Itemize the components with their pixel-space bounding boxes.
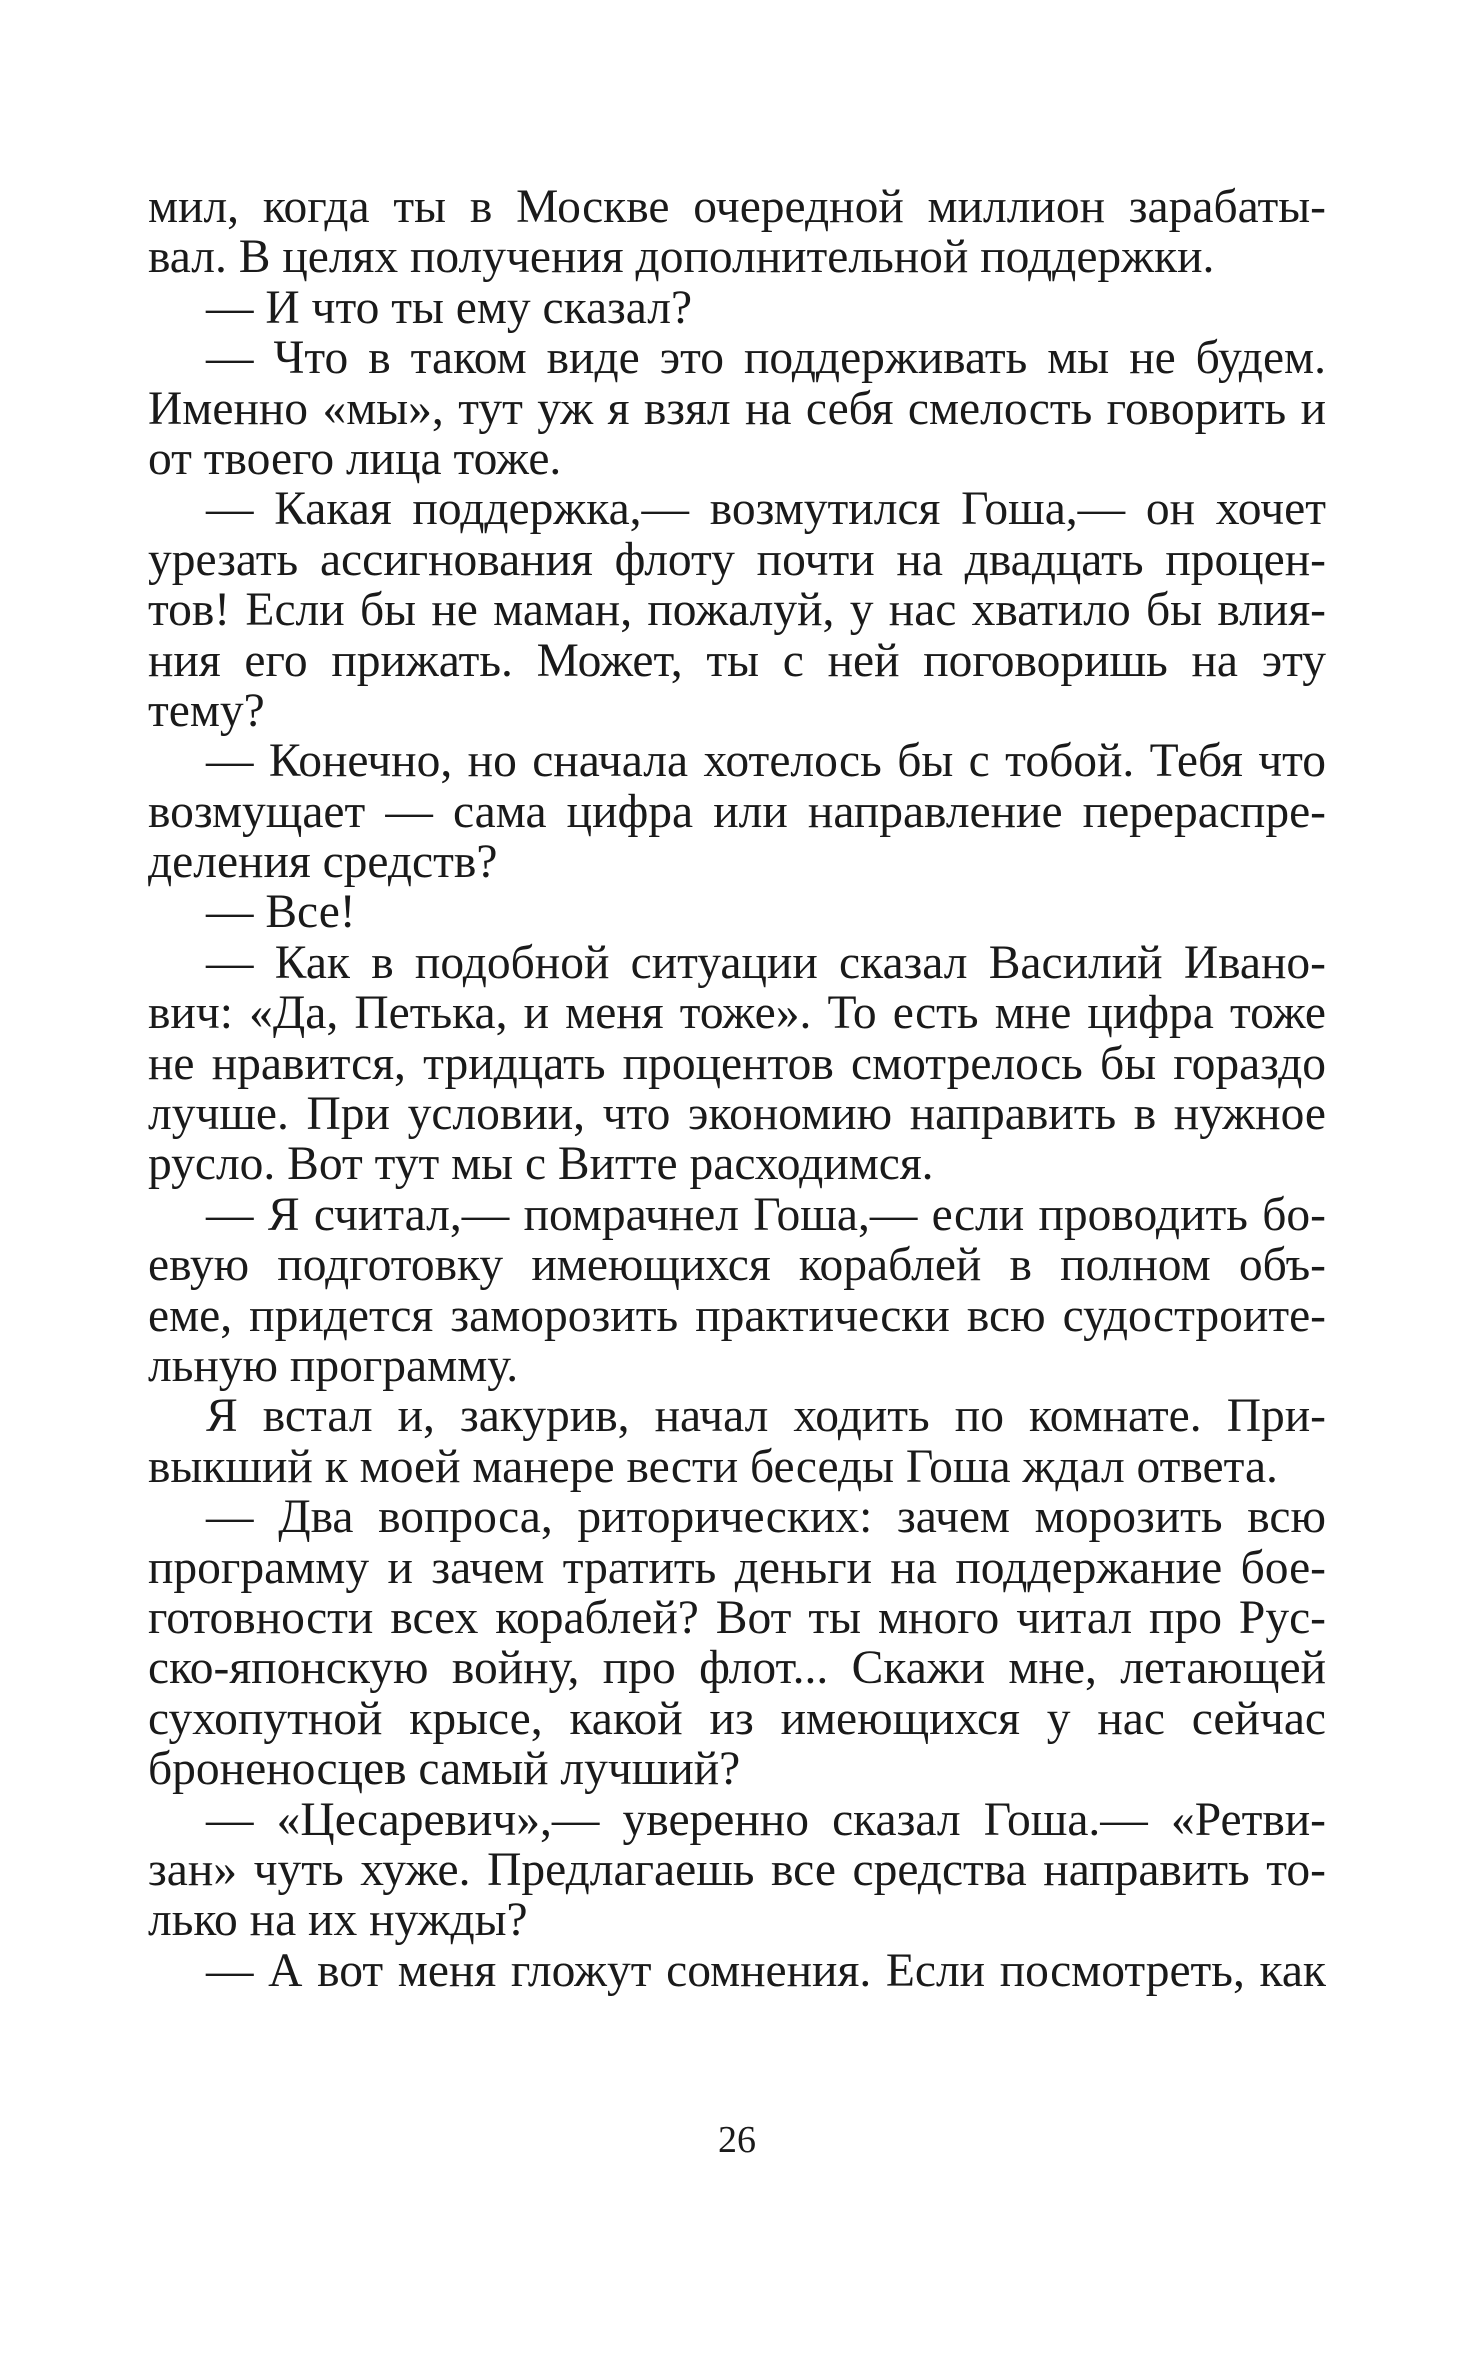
text-line: броненосцев самый лучший?: [148, 1743, 741, 1796]
text-line: урезать ассигнования флоту почти на двадцать процен-: [148, 533, 1326, 586]
text-line: сухопутной крысе, какой из имеющихся у нас сейчас: [148, 1692, 1326, 1745]
text-line: — Все!: [206, 886, 356, 939]
text-line: зан» чуть хуже. Предлагаешь все средства направить то-: [148, 1843, 1326, 1896]
text-line: вич: «Да, Петька, и меня тоже». То есть мне цифра тоже: [148, 987, 1326, 1040]
text-line: Я встал и, закурив, начал ходить по комнате. При-: [206, 1390, 1326, 1443]
text-line: вал. В целях получения дополнительной поддержки.: [148, 231, 1215, 284]
text-line: — Я считал,— помрачнел Гоша,— если проводить бо-: [206, 1188, 1326, 1241]
body-text: [148, 182, 1326, 1996]
text-line: — Какая поддержка,— возмутился Гоша,— он хочет: [206, 483, 1326, 536]
text-line: евую подготовку имеющихся кораблей в полном объ-: [148, 1239, 1326, 1292]
text-line: — А вот меня гложут сомнения. Если посмотреть, как: [206, 1944, 1326, 1997]
text-line: Именно «мы», тут уж я взял на себя смелость говорить и: [148, 382, 1326, 435]
text-line: программу и зачем тратить деньги на поддержание бое-: [148, 1541, 1326, 1594]
text-line: от твоего лица тоже.: [148, 432, 562, 485]
text-line: — Что в таком виде это поддерживать мы не будем.: [206, 332, 1326, 385]
text-line: деления средств?: [148, 836, 498, 889]
text-line: выкший к моей манере вести беседы Гоша ждал ответа.: [148, 1440, 1278, 1493]
text-line: тему?: [148, 684, 265, 737]
text-line: не нравится, тридцать процентов смотрелось бы гораздо: [148, 1037, 1326, 1090]
text-line: льную программу.: [148, 1339, 519, 1392]
text-line: ния его прижать. Может, ты с ней поговоришь на эту: [148, 634, 1326, 687]
page-number: 26: [718, 2119, 756, 2161]
text-line: русло. Вот тут мы с Витте расходимся.: [148, 1138, 934, 1191]
text-line: мил, когда ты в Москве очередной миллион зарабаты-: [148, 181, 1326, 233]
text-line: — Два вопроса, риторических: зачем морозить всю: [206, 1491, 1326, 1544]
text-line: лучше. При условии, что экономию направить в нужное: [148, 1088, 1326, 1141]
book-page: [148, 0, 1326, 2361]
text-line: лько на их нужды?: [148, 1894, 528, 1947]
text-line: еме, придется заморозить практически всю судостроите-: [148, 1289, 1326, 1342]
text-line: ско-японскую войну, про флот... Скажи мне, летающей: [148, 1642, 1326, 1695]
text-line: — И что ты ему сказал?: [206, 281, 693, 334]
text-line: тов! Если бы не маман, пожалуй, у нас хватило бы влия-: [148, 584, 1326, 637]
text-line: — Конечно, но сначала хотелось бы с тобой. Тебя что: [206, 735, 1326, 788]
text-line: готовности всех кораблей? Вот ты много читал про Рус-: [148, 1591, 1326, 1644]
text-line: — «Цесаревич»,— уверенно сказал Гоша.— «Ретви-: [206, 1793, 1326, 1846]
text-line: — Как в подобной ситуации сказал Василий Ивано-: [206, 936, 1326, 989]
text-line: возмущает — сама цифра или направление перераспре-: [148, 785, 1326, 838]
